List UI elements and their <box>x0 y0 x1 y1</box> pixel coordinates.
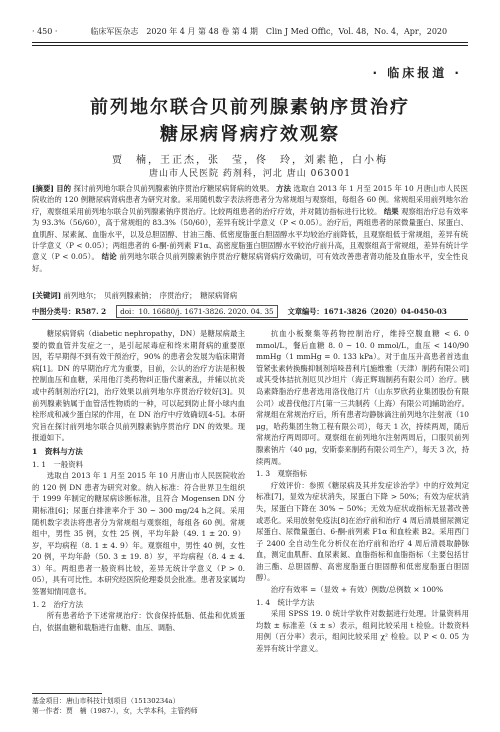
keywords <box>32 290 468 301</box>
methods-text: 选取自 2013 年 1 月至 2015 年 10 月唐山市人民医院收治的 120 例糖尿病肾病患者为研究对象。采用随机数字表法将患者分为常规组与观察组，每组各 60 例。常规组采用前列地尔治疗，观察组采用前列地尔联合贝前列腺素钠序贯治疗。比较两组患者的治疗疗效，并对随访指标进行比较。 <box>32 184 468 216</box>
subsection-heading-general-data: 1. 1 一般资料 <box>32 459 84 469</box>
methods-label: 方法 <box>276 184 292 193</box>
results-label: 结果 <box>383 206 399 216</box>
header-rule-thin <box>32 45 468 46</box>
clc-number: 中图分类号：R587. 2 <box>32 307 107 316</box>
intro-paragraph: 糖尿病肾病（diabetic nephropathy，DN）是糖尿病最主要的微血管并发症之一，是引起尿毒症和终末期肾病的重要原因，若早期得不到有效干预治疗，90% 的患者会发展为临床期肾病[1]。DN 的早期治疗尤为重要，目前，公认的治疗方法是积极控制血压和血糖，采用他汀类药物纠正脂代谢紊乱，并辅以抗炎或中药制剂治疗[2]，治疗效果以前列地尔序贯治疗较好[3]。贝前列腺素钠属于血管活性物质的一种，可以起到防止肾小球内血栓形成和减少蛋白尿的作用，在 DN 治疗中疗效确切[4-5]。本研究旨在探讨前列地尔联合贝前列腺素钠序贯治疗 DN 的效果。现报道如下。 <box>32 329 245 443</box>
first-author-note: 第一作者：贾 楠（1987-），女，大学本科，主管药师 <box>32 706 198 715</box>
classification-line <box>32 305 468 318</box>
objective-label: 目的 <box>56 184 72 193</box>
article-code: 文章编号：1671-3826（2020）04-0450-03 <box>287 307 447 316</box>
objective-text: 探讨前列地尔联合贝前列腺素钠序贯治疗糖尿病肾病的效果。 <box>73 184 274 193</box>
page-number: · 450 · <box>32 27 58 36</box>
title-line-1: 前列地尔联合贝前列腺素钠序贯治疗 <box>90 97 410 118</box>
results-text: 观察组治疗总有效率为 93.3%（56/60），高于常规组的 83.3%（50/60），差异有统计学意义（P < 0.05）。治疗后，两组患者的尿微量蛋白、尿蛋白、血肌酐、尿素氮、血脂水平，以及总胆固醇、甘油三酯、低密度脂蛋白胆固醇水平均较治疗前降低，且观察组低于常规组，差异有统计学意义（P < 0.05）；两组患者的 6-酮-前列素 F1α、高密度脂蛋白胆固醇水平较治疗前升高，且观察组高于常规组，差异有统计学意义（P < 0.05）。 <box>32 206 468 262</box>
body-column-right <box>256 328 469 655</box>
keywords-label: [关键词] <box>32 291 62 300</box>
footnote-rule <box>32 693 102 694</box>
doi-box: doi：10. 16680/j. 1671-3826. 2020. 04. 35 <box>116 305 278 318</box>
indicators-paragraph: 疗效评价：参照《糖尿病及其并发症诊治学》中的疗效判定标准[7]，显效为症状消失，尿蛋白下降 > 50%；有效为症状消失，尿蛋白下降在 30% ~ 50%；无效为症状或指标无显著改善或恶化。采用放射免疫法[8]在治疗前和治疗 4 周后清晨留尿测定尿蛋白、尿微量蛋白、6-酮-前列素 F1α 和血栓素 B2。采用西门子 2400 全自动生化分析仪在治疗前和治疗 4 周后清晨取静脉血，测定血肌酐、血尿素氮、血脂指标和血脂指标（主要包括甘油三酯、总胆固醇、高密度脂蛋白胆固醇和低密度脂蛋白胆固醇）。 <box>256 480 469 583</box>
subsection-heading-indicators: 1. 3 观察指标 <box>256 469 308 479</box>
conclusion-text: 前列地尔联合贝前列腺素钠序贯治疗糖尿病肾病疗效确切，可有效改善患者肾功能及血脂水平，安全性良好。 <box>32 252 468 273</box>
running-header <box>32 26 468 37</box>
conclusion-label: 结论 <box>101 252 117 262</box>
general-data-paragraph: 选取自 2013 年 1 月至 2015 年 10 月唐山市人民医院收治的 120 例 DN 患者为研究对象。纳入标准：符合世界卫生组织于 1999 年制定的糖尿病诊断标准，且符合 Mogensen DN 分期标准[6]；尿蛋白排泄率介于 30 ~ 300 mg/24 h之间。采用随机数字表法将患者分为常规组与观察组，每组各 60 例。常规组中，男性 35 例，女性 25 例，平均年龄（49. 1 ± 20. 9）岁，平均病程（8. 1 ± 4. 9）年。观察组中，男性 40 例，女性 20 例，平均年龄（50. 3 ± 19. 8）岁，平均病程（8. 4 ± 4. 3）年。两组患者一般资料比较，差异无统计学意义（P > 0. 05），具有可比性。本研究经医院伦理委员会批准。患者及家属均签署知情同意书。 <box>32 471 245 597</box>
article-title <box>0 94 500 148</box>
title-line-2: 糖尿病肾病疗效观察 <box>160 124 340 145</box>
abstract <box>32 183 468 274</box>
subsection-heading-statistics: 1. 4 统计学方法 <box>256 597 315 607</box>
footnote <box>32 697 245 716</box>
author-list: 贾 楠，王正杰，张 莹，佟 玲，刘素艳，白小梅 <box>112 155 388 166</box>
subsection-heading-treatment: 1. 2 治疗方法 <box>32 599 84 609</box>
section-tag: · 临床报道 · <box>372 66 462 80</box>
affiliation: 唐山市人民医院 药剂科，河北 唐山 063001 <box>149 169 351 179</box>
section-heading-materials-methods: 1 资料与方法 <box>32 446 83 456</box>
classification-rule <box>32 319 468 320</box>
statistics-paragraph: 采用 SPSS 19. 0 统计学软件对数据进行处理。计量资料用均数 ± 标准差（x̄ ± s）表示，组间比较采用 t 检验。计数资料用例（百分率）表示，组间比较采用 χ² 检验。以 P < 0. 05 为差异有统计学意义。 <box>256 609 469 654</box>
treatment-paragraph: 所有患者给予下述常规治疗：饮食保持低脂、低盐和优质蛋白，依据血糖和载脂进行血糖、血压、调脂、 <box>32 611 245 632</box>
body-column-left <box>32 328 245 633</box>
abstract-label: [摘要] <box>32 184 54 193</box>
funding-note: 基金项目：唐山市科技计划项目（15130234a） <box>32 697 180 705</box>
treatment-continued-paragraph: 抗血小板聚集等药物控制治疗，维持空腹血糖 < 6. 0 mmol/L，餐后血糖 8. 0 ~ 10. 0 mmol/L，血压 < 140/90 mmHg（1 mmHg = 0. 133 kPa）。对于血压升高患者首选血管紧张素转换酶抑制剂培哚普利片[施维雅（天津）制药有限公司]或其受体拮抗剂厄贝沙坦片（海正辉瑞制药有限公司）治疗。胰岛素降脂治疗患者选用洛伐他汀片（山东罗欣药业集团股份有限公司）或普伐他汀片[第一三共制药（上海）有限公司]辅助治疗。常规组在常规治疗后，所有患者均静脉滴注前列地尔注射液（10 μg，哈药集团生物工程有限公司），每天 1 次，持续两周，随后常规治疗两周即可。观察组在前列地尔注射两周后，口服贝前列腺素钠片（40 μg，安斯泰来制药有限公司生产），每天 3 次，持续两周。 <box>256 329 469 466</box>
journal-citation: 临床军医杂志 2020 年 4 月 第 48 卷 第 4 期 Clin J Med Offic，Vol. 48，No. 4，Apr，2020 <box>90 27 448 36</box>
keywords-items: 前列地尔； 贝前列腺素钠； 序贯治疗； 糖尿病肾病 <box>63 291 238 300</box>
header-rule <box>32 42 468 43</box>
efficacy-formula: 治疗有效率 =（显效 + 有效）例数/总例数 × 100% <box>270 585 443 595</box>
